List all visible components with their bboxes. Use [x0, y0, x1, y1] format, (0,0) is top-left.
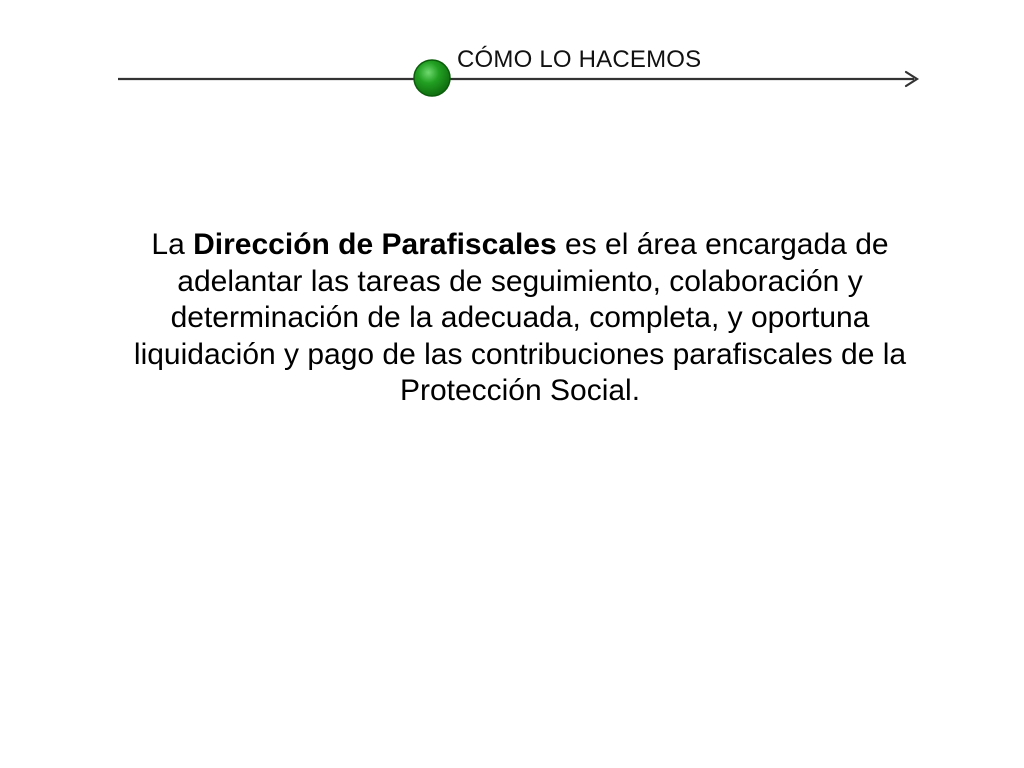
body-paragraph: [110, 227, 930, 410]
body-lead: La: [151, 228, 185, 261]
green-circle-icon: [414, 60, 450, 96]
body-rest: es el área encargada de adelantar las tareas de seguimiento, colaboración y determinación de la adecuada, completa, y oportuna liquidación y pago de las contribuciones parafiscales de la Protección Social.: [133, 228, 907, 407]
section-title: CÓMO LO HACEMOS: [457, 46, 702, 73]
body-bold-term: Dirección de Parafiscales: [193, 228, 557, 261]
